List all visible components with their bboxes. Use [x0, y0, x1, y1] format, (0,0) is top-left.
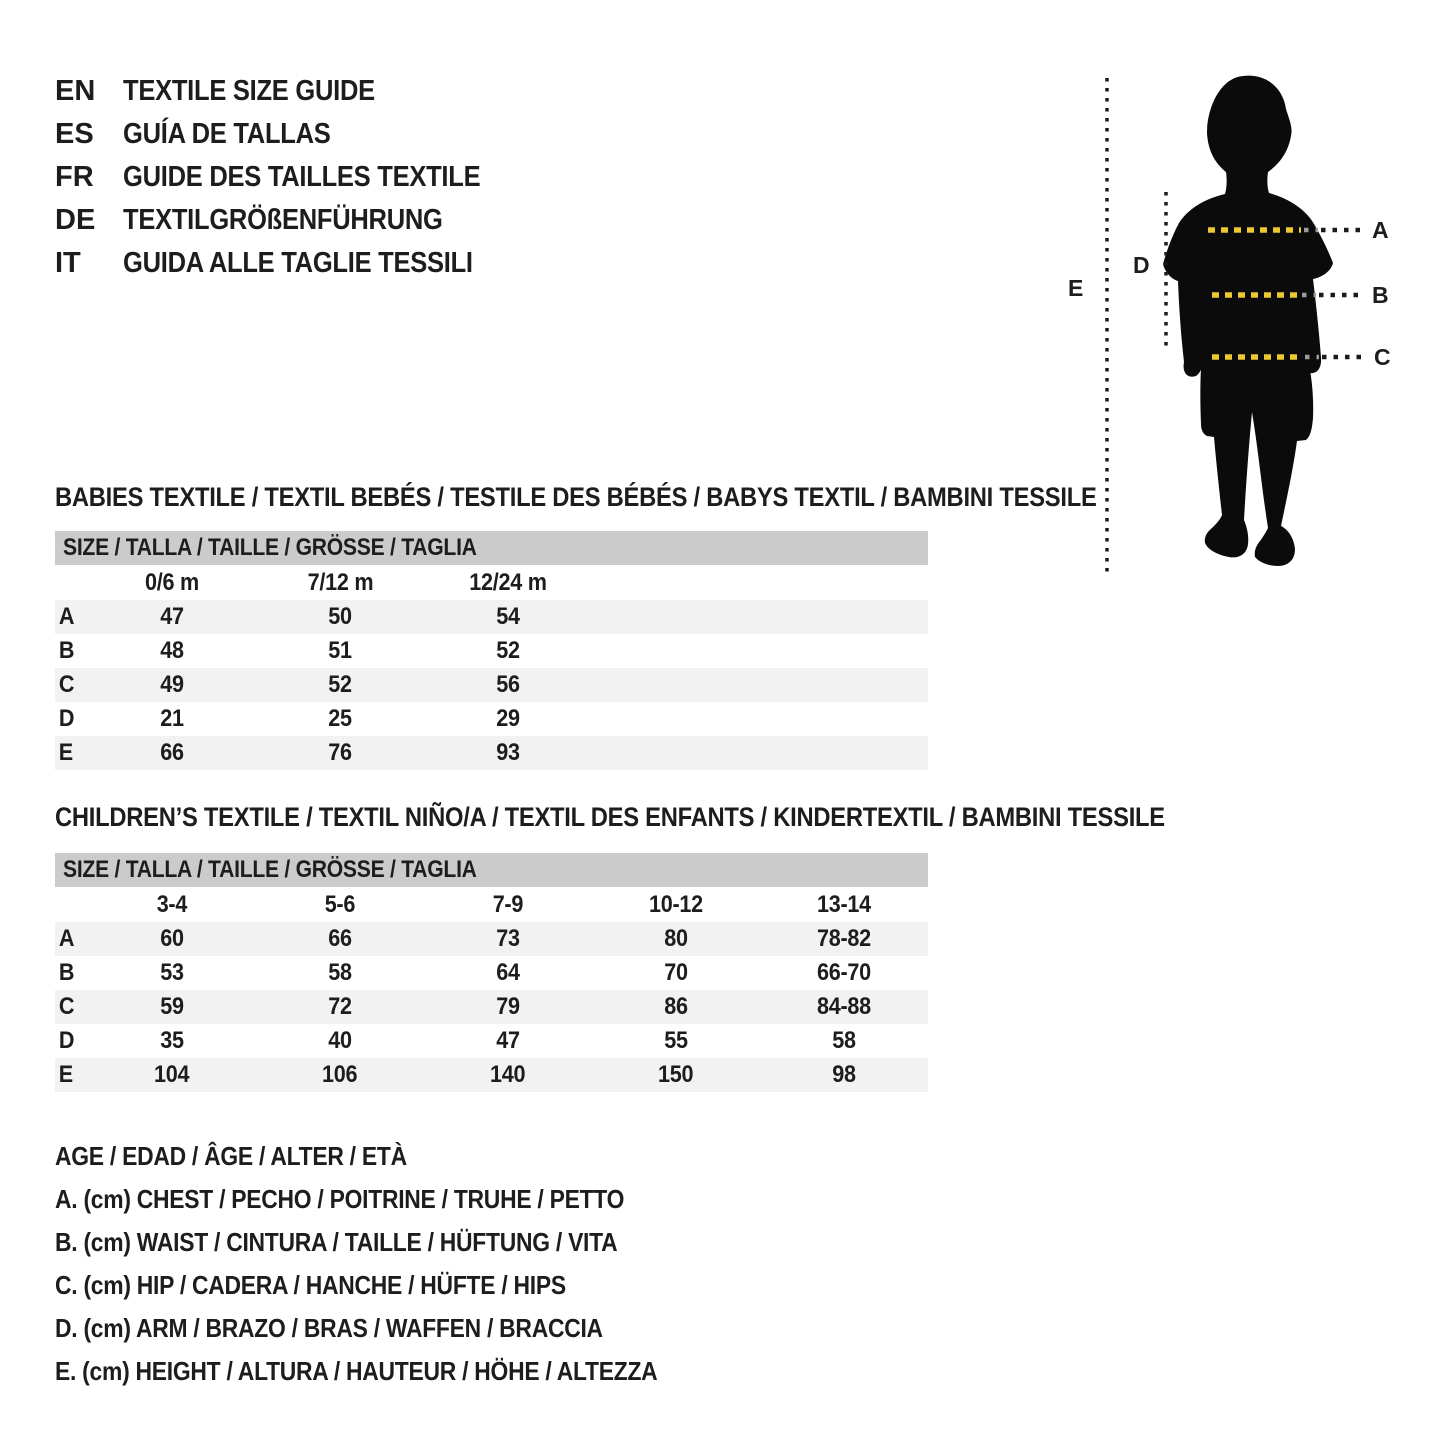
lang-code: IT: [55, 247, 81, 279]
column-header: 12/24 m: [469, 568, 547, 596]
measurement-legend: [55, 1135, 740, 1393]
value-cell: 58: [832, 1027, 856, 1054]
babies-size-header-text: SIZE / TALLA / TAILLE / GRÖSSE / TAGLIA: [63, 534, 477, 561]
row-label: B: [58, 959, 75, 986]
figure-label-d: D: [1133, 252, 1150, 278]
babies-section-title: [55, 482, 1239, 513]
table-row: [55, 736, 928, 770]
value-cell: 47: [496, 1027, 520, 1054]
table-row: [55, 1024, 928, 1058]
value-cell: 50: [328, 603, 352, 630]
babies-section-title-text: BABIES TEXTILE / TEXTIL BEBÉS / TESTILE DES BÉBÉS / BABYS TEXTIL / BAMBINI TESSILE: [55, 482, 1097, 512]
figure-label-c: C: [1374, 344, 1391, 370]
value-cell: 150: [658, 1061, 694, 1088]
row-label: D: [58, 1027, 75, 1054]
value-cell: 70: [664, 959, 688, 986]
children-size-header-bar: [55, 853, 928, 887]
children-size-header-text: SIZE / TALLA / TAILLE / GRÖSSE / TAGLIA: [63, 856, 477, 883]
row-label: B: [58, 637, 75, 664]
value-cell: 86: [664, 993, 688, 1020]
value-cell: 52: [328, 671, 352, 698]
figure-label-a: A: [1372, 217, 1389, 243]
measurement-figure: [1050, 60, 1445, 620]
column-header: 10-12: [649, 890, 703, 918]
value-cell: 73: [496, 925, 520, 952]
value-cell: 93: [496, 739, 520, 766]
lang-title: GUIDE DES TAILLES TEXTILE: [123, 161, 481, 193]
lang-code: DE: [55, 204, 96, 236]
table-row: [55, 634, 928, 668]
babies-size-header-bar: [55, 531, 928, 565]
value-cell: 25: [328, 705, 352, 732]
table-row: [55, 702, 928, 736]
value-cell: 66: [328, 925, 352, 952]
value-cell: 66-70: [817, 959, 871, 986]
table-row: [55, 990, 928, 1024]
child-silhouette-diagram: [1050, 60, 1445, 620]
legend-line-chest: A. (cm) CHEST / PECHO / POITRINE / TRUHE / PETTO: [55, 1184, 625, 1214]
value-cell: 53: [160, 959, 184, 986]
value-cell: 79: [496, 993, 520, 1020]
value-cell: 21: [160, 705, 184, 732]
value-cell: 66: [160, 739, 184, 766]
value-cell: 98: [832, 1061, 856, 1088]
column-header: 3-4: [156, 890, 188, 918]
value-cell: 40: [328, 1027, 352, 1054]
column-header: 13-14: [817, 890, 871, 918]
value-cell: 48: [160, 637, 184, 664]
legend-line-hip: C. (cm) HIP / CADERA / HANCHE / HÜFTE / HIPS: [55, 1270, 566, 1300]
children-section-title-text: CHILDREN’S TEXTILE / TEXTIL NIÑO/A / TEXTIL DES ENFANTS / KINDERTEXTIL / BAMBINI TESSILE: [55, 802, 1165, 832]
value-cell: 140: [490, 1061, 526, 1088]
lang-title: TEXTILGRÖßENFÜHRUNG: [123, 204, 443, 236]
lang-title: GUIDA ALLE TAGLIE TESSILI: [123, 247, 473, 279]
figure-label-b: B: [1372, 282, 1389, 308]
value-cell: 49: [160, 671, 184, 698]
row-label: D: [58, 705, 75, 732]
value-cell: 72: [328, 993, 352, 1020]
children-column-header-row: [55, 887, 928, 922]
value-cell: 78-82: [817, 925, 871, 952]
value-cell: 80: [664, 925, 688, 952]
lang-title: TEXTILE SIZE GUIDE: [123, 75, 375, 107]
row-label: E: [58, 739, 73, 766]
figure-label-e: E: [1068, 275, 1084, 301]
value-cell: 56: [496, 671, 520, 698]
column-header: 7-9: [492, 890, 524, 918]
value-cell: 58: [328, 959, 352, 986]
column-header: 5-6: [324, 890, 356, 918]
value-cell: 35: [160, 1027, 184, 1054]
value-cell: 106: [322, 1061, 358, 1088]
table-row: [55, 1058, 928, 1092]
value-cell: 54: [496, 603, 520, 630]
lang-code: FR: [55, 161, 94, 193]
value-cell: 52: [496, 637, 520, 664]
babies-column-header-row: [55, 565, 928, 600]
table-row: [55, 922, 928, 956]
legend-line-age: AGE / EDAD / ÂGE / ALTER / ETÀ: [55, 1141, 407, 1171]
lang-code: ES: [55, 118, 94, 150]
value-cell: 76: [328, 739, 352, 766]
lang-row-it: [55, 242, 529, 285]
row-label: A: [58, 603, 75, 630]
row-label: A: [58, 925, 75, 952]
value-cell: 84-88: [817, 993, 871, 1020]
legend-line-height: E. (cm) HEIGHT / ALTURA / HAUTEUR / HÖHE / ALTEZZA: [55, 1356, 658, 1386]
legend-line-waist: B. (cm) WAIST / CINTURA / TAILLE / HÜFTUNG / VITA: [55, 1227, 618, 1257]
value-cell: 64: [496, 959, 520, 986]
table-row: [55, 956, 928, 990]
value-cell: 60: [160, 925, 184, 952]
legend-line-arm: D. (cm) ARM / BRAZO / BRAS / WAFFEN / BRACCIA: [55, 1313, 603, 1343]
lang-row-es: [55, 113, 529, 156]
lang-row-de: [55, 199, 529, 242]
babies-size-table: [55, 531, 928, 770]
column-header: 0/6 m: [145, 568, 199, 596]
lang-code: EN: [55, 75, 96, 107]
row-label: C: [58, 671, 75, 698]
value-cell: 51: [328, 637, 352, 664]
lang-row-en: [55, 70, 529, 113]
language-title-list: [55, 70, 529, 285]
value-cell: 47: [160, 603, 184, 630]
value-cell: 55: [664, 1027, 688, 1054]
value-cell: 104: [154, 1061, 190, 1088]
table-row: [55, 600, 928, 634]
lang-row-fr: [55, 156, 529, 199]
children-section-title: [55, 802, 1316, 833]
value-cell: 29: [496, 705, 520, 732]
column-header: 7/12 m: [307, 568, 373, 596]
row-label: C: [58, 993, 75, 1020]
value-cell: 59: [160, 993, 184, 1020]
row-label: E: [58, 1061, 73, 1088]
lang-title: GUÍA DE TALLAS: [123, 118, 331, 150]
children-size-table: [55, 853, 928, 1092]
table-row: [55, 668, 928, 702]
